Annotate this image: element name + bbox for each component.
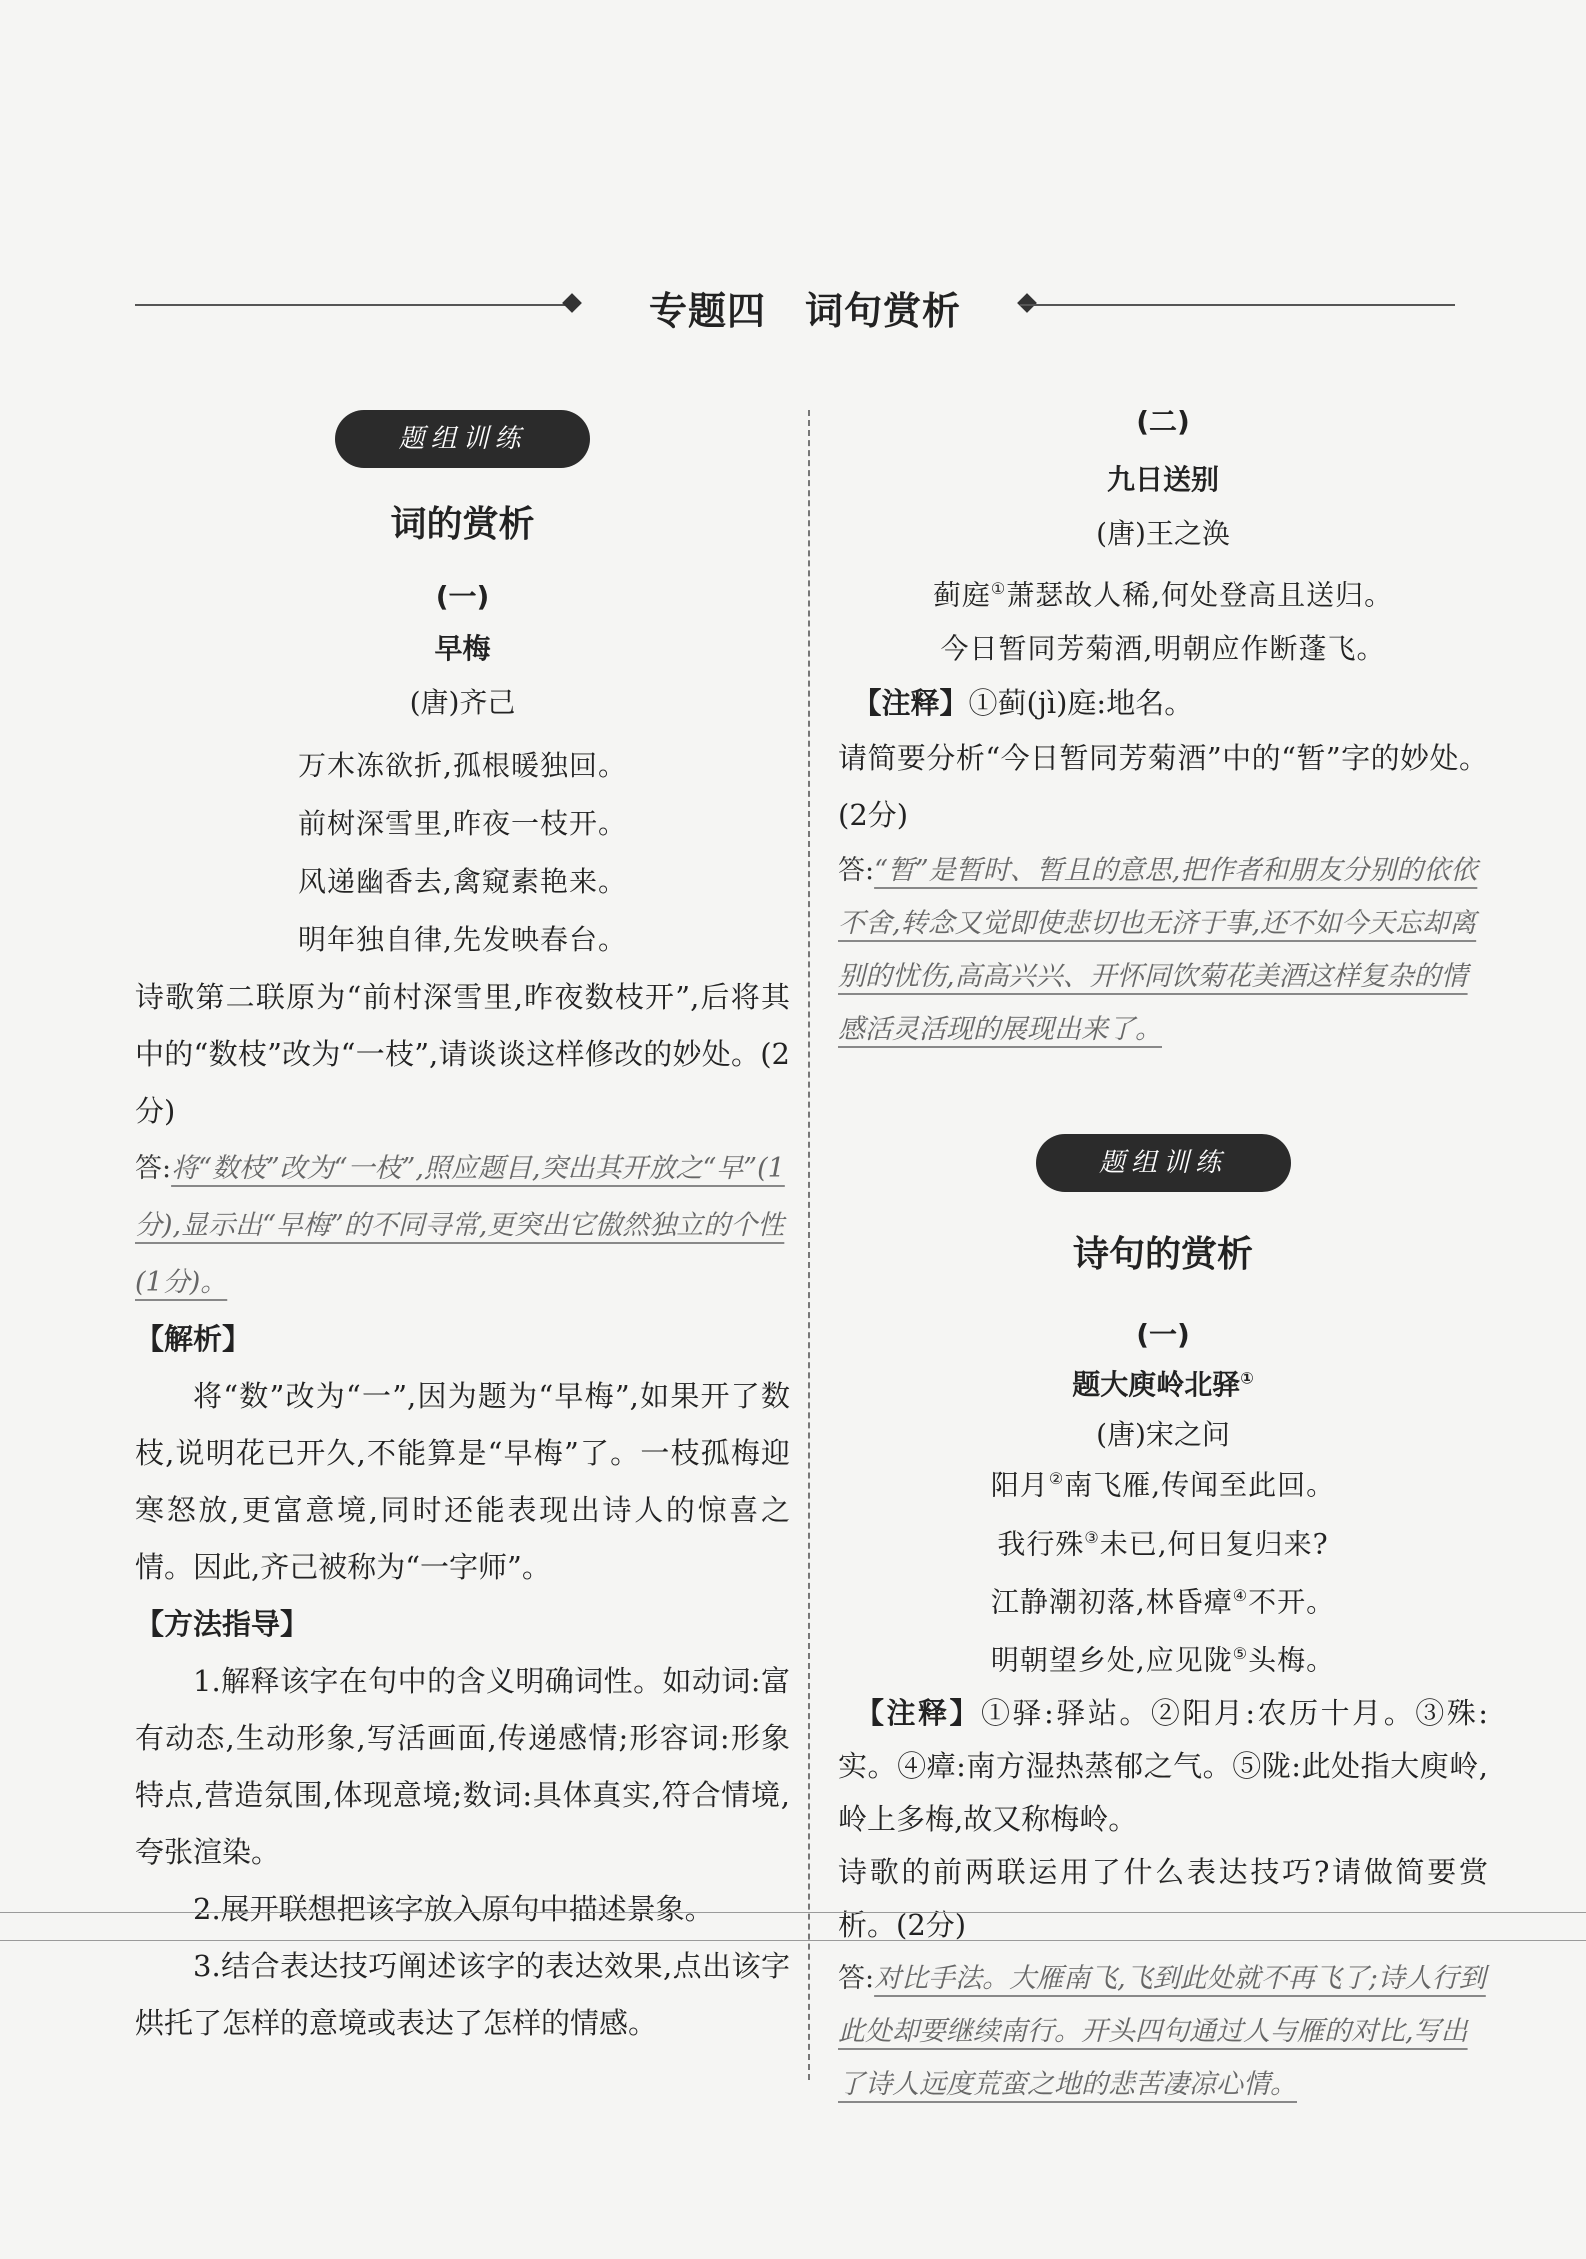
answer-block <box>838 1952 1488 2111</box>
question-text: 诗歌第二联原为“前村深雪里,昨夜数枝开”,后将其中的“数枝”改为“一枝”,请谈谈这样修改的妙处。(2分) <box>135 980 790 1128</box>
section-title: 诗句的赏析 <box>1072 1234 1253 1276</box>
poem-title <box>838 1363 1488 1403</box>
scan-artifact-line <box>0 1940 1586 1941</box>
note-text: ①蓟(jì)庭:地名。 <box>968 686 1194 721</box>
poem-line-part: 不开。 <box>1248 1585 1336 1619</box>
method-heading: 【方法指导】 <box>135 1607 310 1641</box>
poem-line <box>838 1453 1488 1511</box>
right-column <box>838 400 1488 2111</box>
poem-title-text: 题大庾岭北驿 <box>1072 1368 1241 1402</box>
answer-label: 答: <box>838 855 875 887</box>
poem-title: 早梅 <box>434 632 491 665</box>
poem-author: (唐)王之涣 <box>1096 517 1230 550</box>
poem-line-part: 未已,何日复归来? <box>1099 1526 1329 1560</box>
page-header <box>135 280 1455 333</box>
column-divider <box>808 410 810 2080</box>
page-title: 专题四 词句赏析 <box>648 289 961 333</box>
poem-line: 前树深雪里,昨夜一枝开。 <box>298 807 627 840</box>
analysis-text: 将“数”改为“一”,因为题为“早梅”,如果开了数枝,说明花已开久,不能算是“早梅”了。一枝孤梅迎寒怒放,更富意境,同时还能表现出诗人的惊喜之情。因此,齐己被称为“一字师”。 <box>135 1379 790 1584</box>
footnote-marker: ① <box>990 579 1007 598</box>
diamond-icon <box>1017 293 1037 313</box>
poem-line-part: 蓟庭 <box>932 578 991 612</box>
method-item: 2.展开联想把该字放入原句中描述景象。 <box>193 1892 714 1926</box>
poem-line: 明年独自律,先发映春台。 <box>298 923 627 956</box>
poem-title: 九日送别 <box>1106 463 1219 496</box>
poem-line-part: 头梅。 <box>1248 1643 1336 1677</box>
poem-line-part: 阳月 <box>990 1468 1049 1502</box>
question-text: 请简要分析“今日暂同芳菊酒”中的“暂”字的妙处。(2分) <box>838 741 1488 833</box>
section-badge: 题组训练 <box>335 410 590 468</box>
answer-label: 答: <box>838 1962 875 1994</box>
poem-line-part: 南飞雁,传闻至此回。 <box>1064 1468 1336 1502</box>
answer-label: 答: <box>135 1153 172 1184</box>
footnote-marker: ① <box>1240 1369 1254 1388</box>
left-column <box>135 400 790 2052</box>
poem-author: (唐)宋之问 <box>1096 1418 1230 1452</box>
poem-line <box>838 1570 1488 1628</box>
poem-author: (唐)齐己 <box>409 686 516 719</box>
section-title: 词的赏析 <box>390 504 535 545</box>
footnote-marker: ⑤ <box>1232 1644 1249 1664</box>
note-text: ①驿:驿站。②阳月:农历十月。③殊:实。④瘴:南方湿热蒸郁之气。⑤陇:此处指大庾岭,岭上多梅,故又称梅岭。 <box>838 1695 1488 1836</box>
header-rule-right <box>1020 304 1455 306</box>
note-heading: 【注释】 <box>867 686 969 721</box>
poem-line <box>838 1512 1488 1570</box>
answer-block <box>838 844 1488 1056</box>
answer-text: 将“数枝”改为“一枝”,照应题目,突出其开放之“早”(1分),显示出“早梅”的不同寻常,更突出它傲然独立的个性(1分)。 <box>135 1153 785 1298</box>
diamond-icon <box>562 293 582 313</box>
subsection-number: (二) <box>1136 405 1190 438</box>
footnote-marker: ③ <box>1084 1527 1100 1547</box>
note-block <box>838 1687 1488 1846</box>
method-item: 1.解释该字在句中的含义明确词性。如动词:富有动态,生动形象,写活画面,传递感情;形容词:形象特点,营造氛围,体现意境;数词:具体真实,符合情境,夸张渲染。 <box>135 1664 790 1869</box>
question-text: 诗歌的前两联运用了什么表达技巧?请做简要赏析。(2分) <box>838 1854 1488 1942</box>
poem-line-part: 明朝望乡处,应见陇 <box>990 1643 1233 1677</box>
footnote-marker: ④ <box>1232 1585 1249 1605</box>
analysis-heading: 【解析】 <box>135 1322 252 1356</box>
answer-text: 对比手法。大雁南飞,飞到此处就不再飞了;诗人行到此处却要继续南行。开头四句通过人与雁的对比,写出了诗人远度荒蛮之地的悲苦凄凉心情。 <box>838 1962 1486 2100</box>
section-badge: 题组训练 <box>1036 1134 1291 1192</box>
poem-line <box>838 1628 1488 1686</box>
subsection-number: (一) <box>1136 1318 1190 1352</box>
method-item: 3.结合表达技巧阐述该字的表达效果,点出该字烘托了怎样的意境或表达了怎样的情感。 <box>135 1949 790 2040</box>
poem-line-part: 萧瑟故人稀,何处登高且送归。 <box>1006 578 1394 612</box>
poem-line <box>838 562 1488 622</box>
poem-line: 今日暂同芳菊酒,明朝应作断蓬飞。 <box>940 632 1386 666</box>
subsection-number: (一) <box>435 580 490 613</box>
note-heading: 【注释】 <box>869 1695 982 1730</box>
poem-line-part: 江静潮初落,林昏瘴 <box>990 1585 1233 1619</box>
note-block <box>838 676 1488 730</box>
answer-text: “暂”是暂时、暂且的意思,把作者和朋友分别的依依不舍,转念又觉即使悲切也无济于事,还不如今天忘却离别的忧伤,高高兴兴、开怀同饮菊花美酒这样复杂的情感活灵活现的展现出来了。 <box>838 855 1478 1046</box>
poem-line-part: 我行殊 <box>997 1526 1085 1560</box>
answer-block <box>135 1140 790 1311</box>
scan-artifact-line <box>0 1912 1586 1913</box>
header-rule-left <box>135 304 565 306</box>
poem-line: 万木冻欲折,孤根暖独回。 <box>298 749 627 782</box>
footnote-marker: ② <box>1048 1469 1065 1489</box>
poem-line: 风递幽香去,禽窥素艳来。 <box>298 865 627 898</box>
